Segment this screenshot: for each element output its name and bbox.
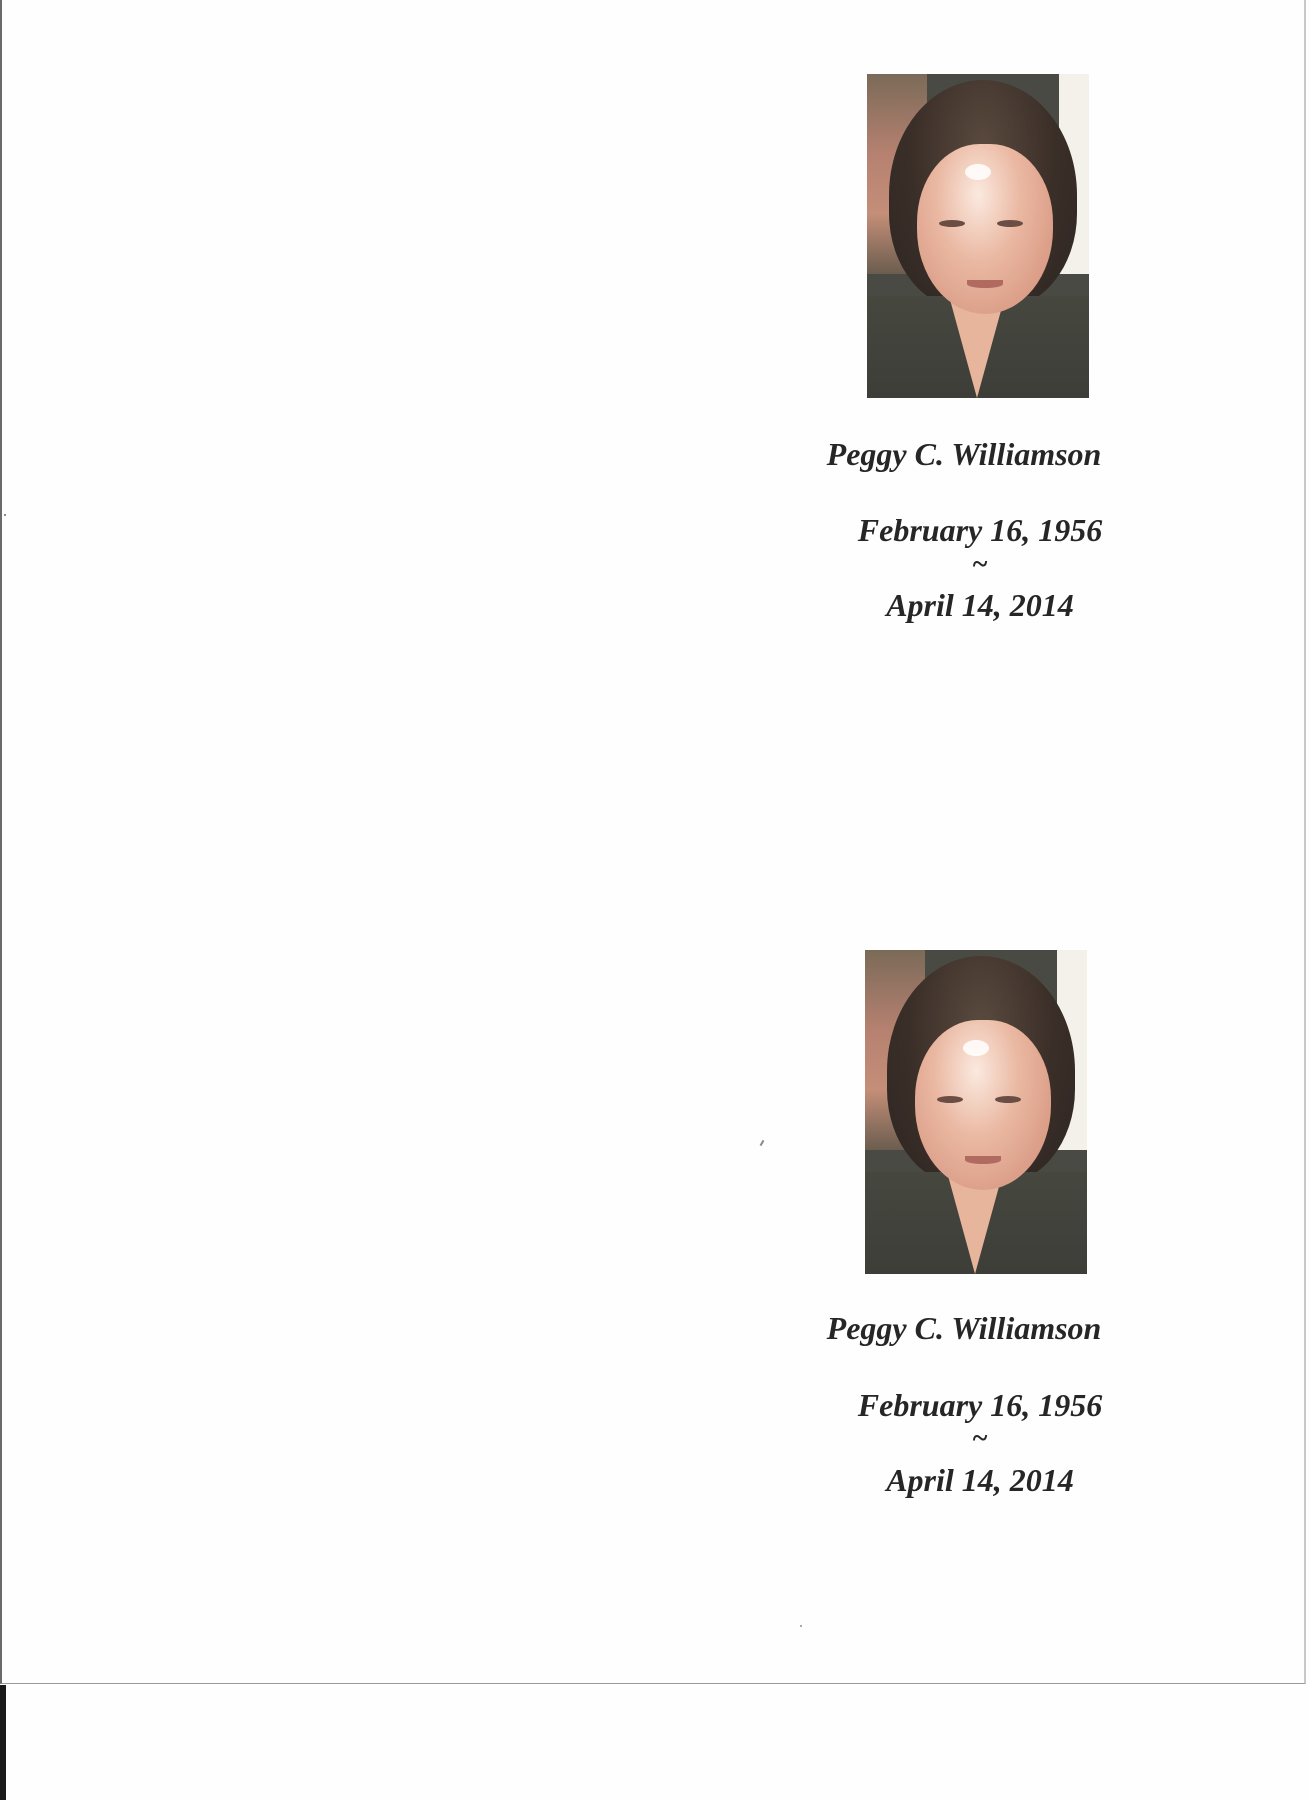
photo-eye	[995, 1096, 1021, 1103]
photo-eye	[939, 220, 965, 227]
photo-highlight	[963, 1040, 989, 1056]
date-separator: ~	[972, 1423, 988, 1454]
scan-edge-shadow	[0, 1685, 6, 1800]
scan-background	[0, 1685, 1309, 1800]
scan-speck	[4, 514, 6, 516]
birth-date: February 16, 1956	[857, 1387, 1103, 1423]
scan-speck	[800, 1625, 802, 1627]
photo-eye	[937, 1096, 963, 1103]
deceased-name: Peggy C. Williamson	[826, 436, 1102, 472]
photo-mouth	[967, 280, 1003, 288]
birth-date: February 16, 1956	[857, 512, 1103, 548]
death-date: April 14, 2014	[886, 1462, 1074, 1498]
deceased-name: Peggy C. Williamson	[826, 1310, 1102, 1346]
date-separator: ~	[972, 549, 988, 580]
portrait-photo	[865, 950, 1087, 1274]
death-date: April 14, 2014	[886, 587, 1074, 623]
photo-highlight	[965, 164, 991, 180]
portrait-photo	[867, 74, 1089, 398]
photo-mouth	[965, 1156, 1001, 1164]
photo-eye	[997, 220, 1023, 227]
